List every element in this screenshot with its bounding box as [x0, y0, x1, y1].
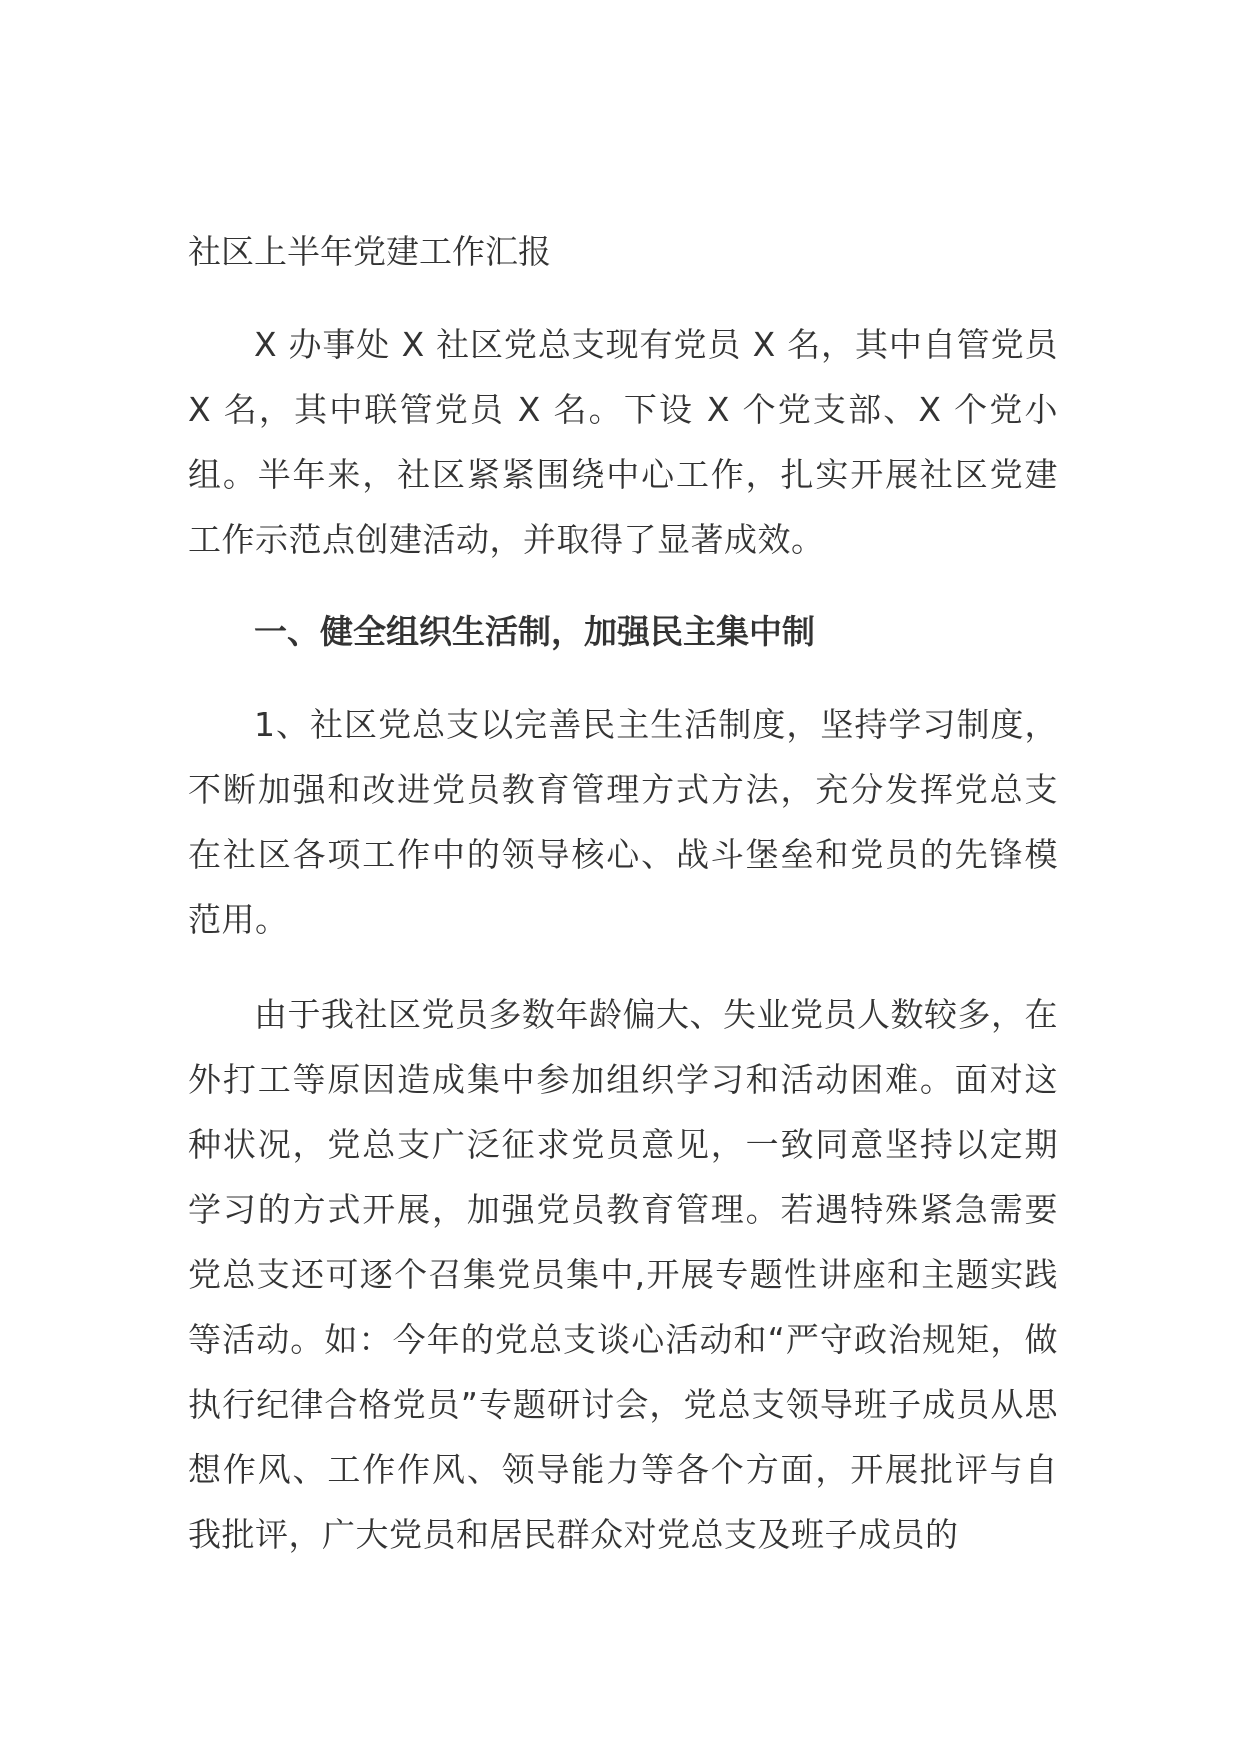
document-body [188, 228, 1058, 1597]
section-heading-1: 一、健全组织生活制，加强民主集中制 [254, 612, 815, 651]
study-paragraph: 由于我社区党员多数年龄偏大、失业党员人数较多，在外打工等原因造成集中参加组织学习和活动困难。面对这种状况，党总支广泛征求党员意见，一致同意坚持以定期学习的方式开展，加强党员教育管理。若遇特殊紧急需要党总支还可逐个召集党员集中,开展专题性讲座和主题实践等活动。如：今年的党总支谈心活动和“严守政治规矩，做执行纪律合格党员”专题研讨会，党总支领导班子成员从思想作风、工作作风、领导能力等各个方面，开展批评与自我批评，广大党员和居民群众对党总支及班子成员的 [188, 995, 1058, 1554]
point-1-paragraph: 1、社区党总支以完善民主生活制度，坚持学习制度，不断加强和改进党员教育管理方式方法，充分发挥党总支在社区各项工作中的领导核心、战斗堡垒和党员的先锋模范用。 [188, 705, 1058, 939]
intro-paragraph: X 办事处 X 社区党总支现有党员 X 名，其中自管党员 X 名，其中联管党员 X 名。下设 X 个党支部、X 个党小组。半年来，社区紧紧围绕中心工作，扎实开展社区党建工作示范点创建活动，并取得了显著成效。 [188, 325, 1058, 559]
document-title: 社区上半年党建工作汇报 [188, 232, 551, 271]
